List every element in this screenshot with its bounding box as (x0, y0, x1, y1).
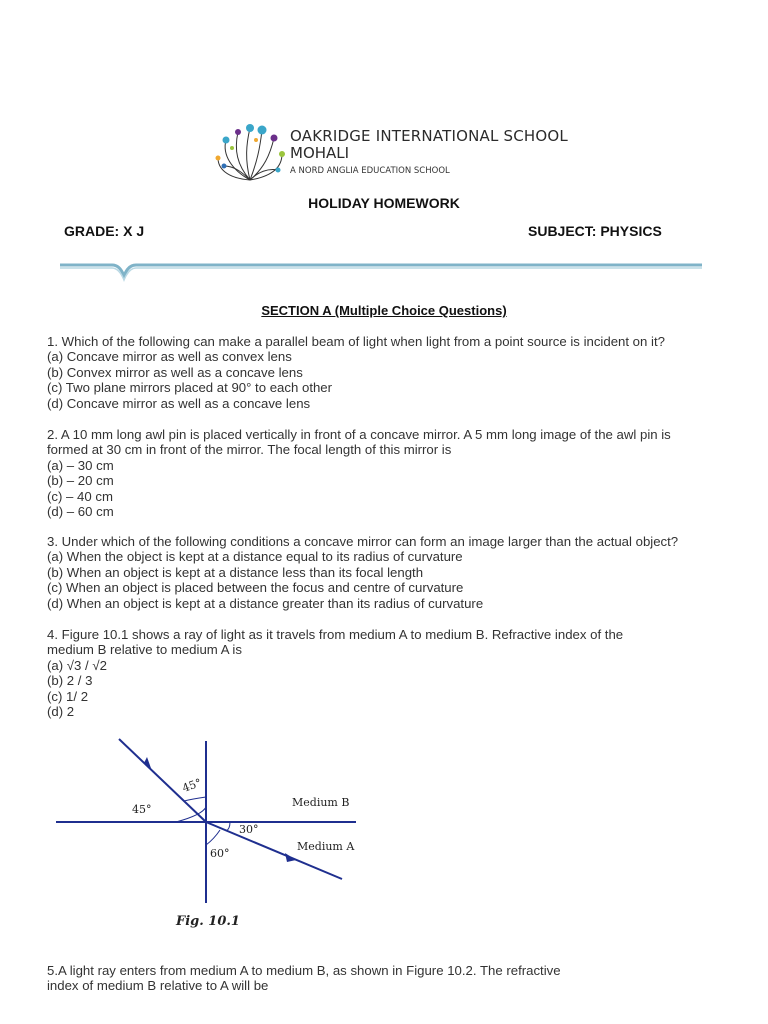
figure-caption: Fig. 10.1 (176, 914, 240, 929)
option: (d) When an object is kept at a distance greater than its radius of curvature (47, 595, 484, 611)
option: (b) Convex mirror as well as a concave lens (47, 364, 303, 380)
option: (a) √3 / √2 (47, 657, 107, 673)
option: (a) Concave mirror as well as convex lens (47, 349, 292, 365)
option: (c) 1/ 2 (47, 688, 89, 704)
question-stem: medium B relative to medium A is (47, 642, 242, 658)
question-2 (47, 427, 747, 519)
document-title: HOLIDAY HOMEWORK (308, 195, 460, 211)
option: (d) 2 (47, 704, 75, 720)
question-4 (47, 627, 747, 719)
angle-bottom-label: 60° (210, 847, 230, 860)
question-3 (47, 534, 747, 611)
medium-a-label: Medium A (297, 840, 355, 853)
grade-label: GRADE: X J (64, 223, 145, 239)
option: (b) – 20 cm (47, 473, 114, 489)
option: (d) – 60 cm (47, 504, 114, 520)
question-stem: 4. Figure 10.1 shows a ray of light as it travels from medium A to medium B. Refractive index of the (47, 627, 624, 642)
arrow-upper-icon (144, 757, 152, 771)
question-stem: 1. Which of the following can make a parallel beam of light when light from a point source is incident on it? (47, 334, 665, 349)
school-name: OAKRIDGE INTERNATIONAL SCHOOL (290, 127, 568, 145)
question-stem: 5.A light ray enters from medium A to medium B, as shown in Figure 10.2. The refractive (47, 963, 561, 978)
option: (c) When an object is placed between the focus and centre of curvature (47, 580, 464, 596)
header-divider (56, 256, 706, 286)
angle-right-label: 30° (239, 823, 259, 836)
school-city: MOHALI (290, 144, 350, 162)
question-5 (47, 963, 747, 994)
question-stem: 3. Under which of the following conditions a concave mirror can form an image larger than the actual object? (47, 534, 679, 549)
school-logo-icon (212, 120, 288, 184)
question-stem: 2. A 10 mm long awl pin is placed vertically in front of a concave mirror. A 5 mm long image of the awl pin is (47, 427, 671, 442)
school-tagline: A NORD ANGLIA EDUCATION SCHOOL (290, 166, 450, 176)
option: (c) Two plane mirrors placed at 90° to each other (47, 380, 333, 396)
subject-label: SUBJECT: PHYSICS (528, 223, 662, 239)
option: (d) Concave mirror as well as a concave lens (47, 395, 311, 411)
option: (b) 2 / 3 (47, 673, 93, 689)
arrow-lower-icon (285, 853, 296, 862)
question-stem: formed at 30 cm in front of the mirror. The focal length of this mirror is (47, 442, 452, 458)
angle-top-label: 45° (180, 776, 204, 795)
option: (a) When the object is kept at a distance equal to its radius of curvature (47, 549, 463, 565)
school-logo-block (212, 120, 572, 184)
option: (b) When an object is kept at a distance less than its focal length (47, 564, 424, 580)
question-1 (47, 334, 747, 411)
angle-left-label: 45° (132, 803, 152, 816)
option: (c) – 40 cm (47, 488, 113, 504)
option: (a) – 30 cm (47, 457, 114, 473)
refraction-figure (52, 735, 382, 935)
medium-b-label: Medium B (292, 796, 350, 809)
question-stem: index of medium B relative to A will be (47, 978, 269, 994)
section-title: SECTION A (Multiple Choice Questions) (261, 303, 507, 318)
